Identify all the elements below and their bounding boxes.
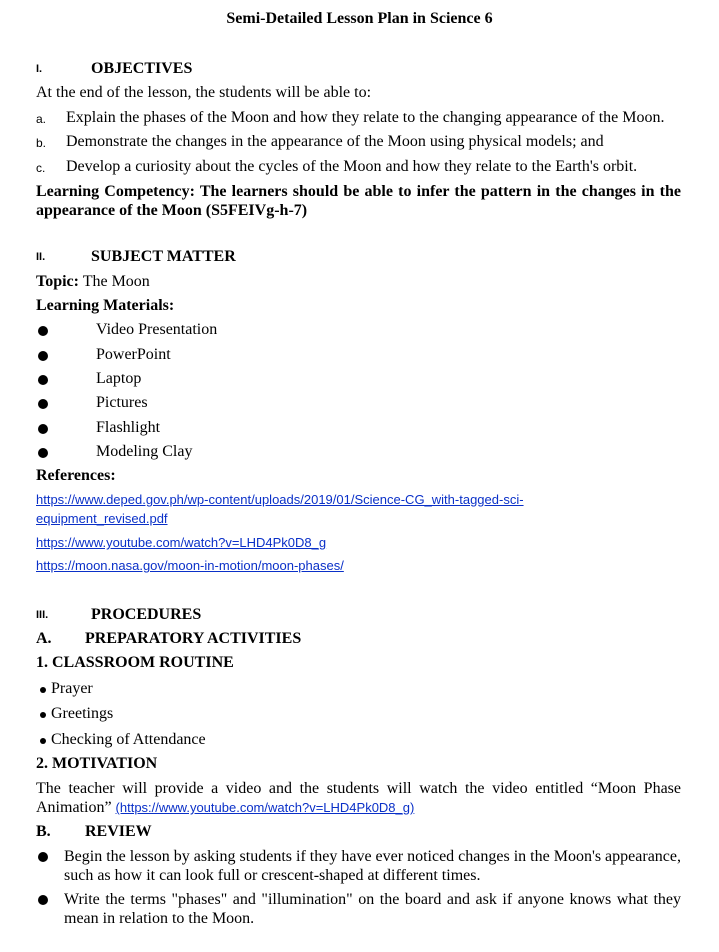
subsection-letter: B. xyxy=(36,823,51,840)
routine-text: Prayer xyxy=(51,680,93,697)
references-label: References: xyxy=(36,467,116,484)
section-heading: SUBJECT MATTER xyxy=(91,248,236,265)
material-text: PowerPoint xyxy=(96,346,171,363)
routine-text: Checking of Attendance xyxy=(51,731,206,748)
bullet-icon xyxy=(38,448,48,458)
topic-line xyxy=(36,273,150,291)
bullet-icon xyxy=(38,424,48,434)
section-number: III. xyxy=(36,609,49,621)
objective-text: Explain the phases of the Moon and how they relate to the changing appearance of the Moon. xyxy=(66,109,665,126)
bullet-icon xyxy=(38,326,48,336)
materials-label: Learning Materials: xyxy=(36,297,175,314)
objective-text: Demonstrate the changes in the appearance of the Moon using physical models; and xyxy=(66,133,604,150)
subsection-heading: PREPARATORY ACTIVITIES xyxy=(85,630,302,647)
section-heading: OBJECTIVES xyxy=(91,60,193,77)
material-text: Pictures xyxy=(96,394,148,411)
document-title: Semi-Detailed Lesson Plan in Science 6 xyxy=(226,10,493,27)
motivation-paragraph xyxy=(36,779,681,817)
topic-label: Topic: xyxy=(36,273,79,290)
section-number: II. xyxy=(36,251,46,263)
material-text: Video Presentation xyxy=(96,321,218,338)
material-text: Modeling Clay xyxy=(96,443,193,460)
bullet-icon xyxy=(38,852,48,862)
reference-link[interactable]: https://moon.nasa.gov/moon-in-motion/moon-phases/ xyxy=(36,558,344,573)
routine-text: Greetings xyxy=(51,705,114,722)
subsection-heading: REVIEW xyxy=(85,823,152,840)
reference-link[interactable]: https://www.youtube.com/watch?v=LHD4Pk0D8_g xyxy=(36,535,327,550)
classroom-routine-heading: 1. CLASSROOM ROUTINE xyxy=(36,654,234,671)
bullet-icon xyxy=(38,399,48,409)
topic-value: The Moon xyxy=(78,273,150,290)
material-text: Flashlight xyxy=(96,419,161,436)
motivation-link[interactable]: (https://www.youtube.com/watch?v=LHD4Pk0D8_g) xyxy=(115,800,415,815)
review-text: Begin the lesson by asking students if they have ever noticed changes in the Moon's appearance, such as how it can look full or crescent-shaped at different times. xyxy=(64,848,681,884)
bullet-icon xyxy=(38,375,48,385)
bullet-icon xyxy=(40,738,46,744)
section-heading: PROCEDURES xyxy=(91,606,202,623)
motivation-text: The teacher will provide a video and the students will watch the video entitled “Moon Phase Animation” xyxy=(36,780,681,816)
section-number: I. xyxy=(36,63,43,75)
objective-letter: a. xyxy=(36,112,47,126)
review-text: Write the terms "phases" and "illumination" on the board and ask if anyone knows what they mean in relation to the Moon. xyxy=(64,891,681,927)
bullet-icon xyxy=(40,687,46,693)
objectives-intro: At the end of the lesson, the students will be able to: xyxy=(36,84,372,101)
learning-competency: Learning Competency: The learners should be able to infer the pattern in the changes in the appearance of the Moon (S5FEIVg-h-7) xyxy=(36,183,681,219)
objective-text: Develop a curiosity about the cycles of the Moon and how they relate to the Earth's orbit. xyxy=(66,158,638,175)
objective-letter: b. xyxy=(36,136,47,150)
motivation-heading: 2. MOTIVATION xyxy=(36,755,158,772)
objective-letter: c. xyxy=(36,161,46,175)
subsection-letter: A. xyxy=(36,630,52,647)
reference-link[interactable]: equipment_revised.pdf xyxy=(36,511,168,526)
bullet-icon xyxy=(40,712,46,718)
reference-link[interactable]: https://www.deped.gov.ph/wp-content/uploads/2019/01/Science-CG_with-tagged-sci- xyxy=(36,492,524,507)
bullet-icon xyxy=(38,895,48,905)
material-text: Laptop xyxy=(96,370,142,387)
bullet-icon xyxy=(38,351,48,361)
